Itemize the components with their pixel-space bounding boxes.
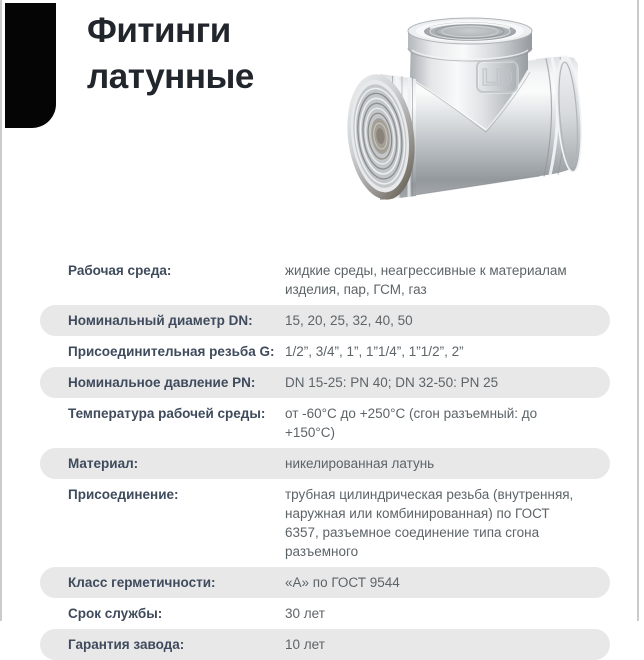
page-title-line-1: Фитинги [87, 11, 231, 50]
spec-value: 10 лет [285, 637, 325, 652]
spec-value: 1/2”, 3/4”, 1”, 1”1/4”, 1”1/2”, 2” [285, 344, 464, 359]
table-row [40, 367, 610, 398]
tee-fitting-image [340, 0, 600, 240]
spec-value: от -60°C до +250°C (сгон разъемный: до +150°C) [285, 406, 538, 440]
spec-label: Рабочая среда: [68, 263, 172, 278]
ld-logo-text: LD [481, 64, 513, 90]
table-row [40, 448, 610, 479]
product-photo-tee-fitting [340, 0, 600, 240]
page-left-border [0, 0, 2, 621]
spec-label: Номинальное давление PN: [68, 375, 256, 390]
table-row [40, 629, 610, 660]
spec-label: Присоединение: [68, 487, 179, 502]
table-row [40, 479, 610, 567]
table-row [40, 336, 610, 367]
ld-logo-emboss [477, 61, 518, 93]
spec-label: Температура рабочей среды: [68, 406, 266, 421]
spec-label: Номинальный диаметр DN: [68, 313, 253, 328]
spec-table [40, 255, 610, 660]
spec-label: Срок службы: [68, 606, 163, 621]
spec-value: 30 лет [285, 606, 325, 621]
table-row [40, 398, 610, 448]
spec-value: жидкие среды, неагрессивные к материалам изделия, пар, ГСМ, газ [285, 263, 567, 297]
table-row [40, 255, 610, 305]
page-title [87, 8, 327, 100]
spec-value: 15, 20, 25, 32, 40, 50 [285, 313, 413, 328]
table-row [40, 305, 610, 336]
table-row [40, 598, 610, 629]
page-title-line-2: латунные [87, 57, 254, 96]
spec-value: трубная цилиндрическая резьба (внутренняя, наружная или комбинированная) по ГОСТ 6357, разъемное соединение типа сгона разъемного [285, 487, 574, 559]
spec-value: «А» по ГОСТ 9544 [285, 575, 400, 590]
spec-value: DN 15-25: PN 40; DN 32-50: PN 25 [285, 375, 499, 390]
spec-label: Гарантия завода: [68, 637, 185, 652]
corner-black-tab [5, 3, 56, 128]
table-row [40, 567, 610, 598]
spec-label: Материал: [68, 456, 139, 471]
spec-label: Присоединительная резьба G: [68, 344, 275, 359]
spec-label: Класс герметичности: [68, 575, 216, 590]
spec-value: никелированная латунь [285, 456, 435, 471]
page-right-border [637, 0, 639, 621]
